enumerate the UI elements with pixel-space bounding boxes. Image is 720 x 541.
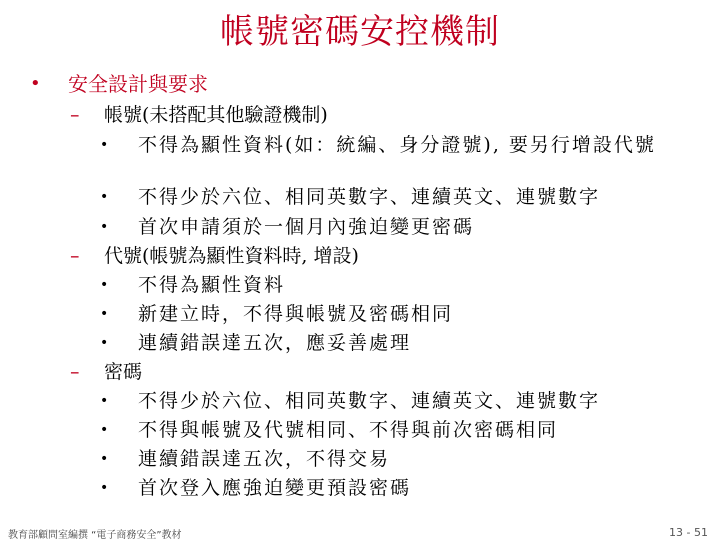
item-bullet: •: [100, 137, 109, 153]
item-bullet: •: [100, 306, 109, 322]
item-text: 首次申請須於一個月內強迫變更密碼: [138, 216, 475, 238]
item-bullet: •: [100, 451, 109, 467]
item-text: 不得少於六位、相同英數字、連續英文、連號數字: [138, 186, 601, 208]
page-number: 13 - 51: [669, 526, 708, 539]
item-bullet: •: [100, 189, 109, 205]
item-text: 不得為顯性資料(如：統編、身分證號), 要另行增設代號: [138, 134, 656, 156]
slide-title: 帳號密碼安控機制: [220, 12, 500, 52]
item-text: 不得少於六位、相同英數字、連續英文、連號數字: [138, 390, 601, 412]
level1-bullet: •: [30, 73, 41, 94]
item-text: 連續錯誤達五次，應妥善處理: [138, 332, 412, 354]
footer-source: 教育部顧問室編撰 “電子商務安全”教材: [8, 530, 182, 541]
dash-bullet: –: [70, 245, 80, 267]
section-heading: 代號(帳號為顯性資料時, 增設): [104, 245, 359, 267]
item-text: 不得與帳號及代號相同、不得與前次密碼相同: [138, 419, 559, 441]
dash-bullet: –: [70, 104, 80, 126]
item-text: 連續錯誤達五次，不得交易: [138, 448, 391, 470]
item-text: 首次登入應強迫變更預設密碼: [138, 477, 412, 499]
item-text: 不得為顯性資料: [138, 274, 286, 296]
item-bullet: •: [100, 480, 109, 496]
item-bullet: •: [100, 393, 109, 409]
item-bullet: •: [100, 277, 109, 293]
level1-text: 安全設計與要求: [68, 72, 208, 96]
item-bullet: •: [100, 219, 109, 235]
section-heading: 密碼: [104, 361, 143, 383]
item-bullet: •: [100, 335, 109, 351]
item-text: 新建立時，不得與帳號及密碼相同: [138, 303, 454, 325]
item-bullet: •: [100, 422, 109, 438]
section-heading: 帳號(未搭配其他驗證機制): [104, 104, 328, 126]
dash-bullet: –: [70, 361, 80, 383]
